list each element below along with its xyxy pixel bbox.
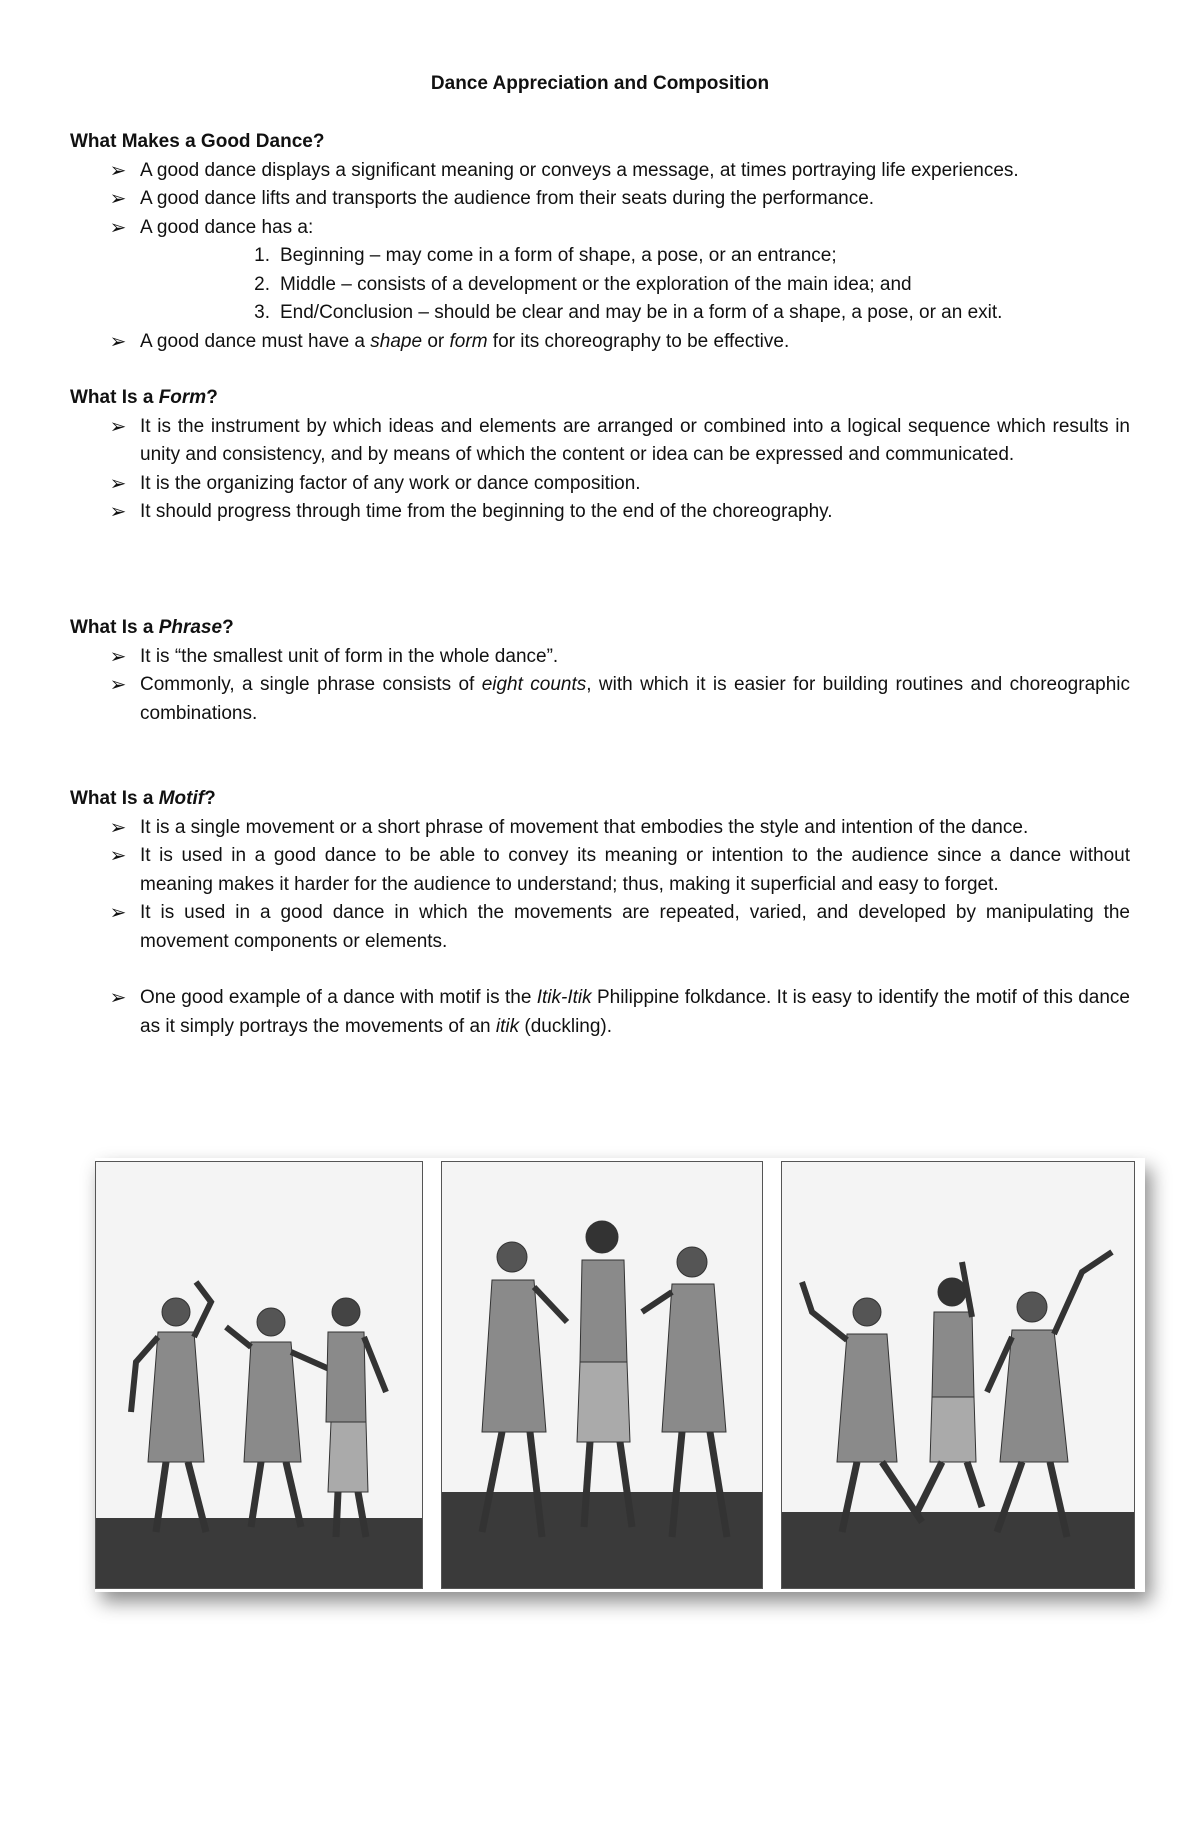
list-item: ➢ A good dance lifts and transports the audience from their seats during the performance.: [70, 185, 1130, 214]
list-item: ➢ It is the instrument by which ideas and elements are arranged or combined into a logical sequence which results in unity and consistency, and by means of which the content or idea can be expressed and communicated.: [70, 413, 1130, 470]
heading-good-dance: What Makes a Good Dance?: [70, 131, 325, 152]
arrow-bullet-icon: ➢: [109, 845, 127, 867]
dancers-illustration-3: [782, 1162, 1134, 1588]
list-item: ➢ It should progress through time from the beginning to the end of the choreography.: [70, 498, 1130, 527]
dance-parts-list: [70, 242, 1130, 328]
dance-photo-1: [95, 1161, 423, 1589]
numbered-item: 3. End/Conclusion – should be clear and may be in a form of a shape, a pose, or an exit.: [254, 302, 1003, 323]
numbered-item: 1. Beginning – may come in a form of shape, a pose, or an entrance;: [254, 245, 837, 266]
arrow-bullet-icon: ➢: [109, 902, 127, 924]
arrow-bullet-icon: ➢: [109, 159, 127, 182]
dance-photo-2: [441, 1161, 763, 1589]
list-item: ➢ A good dance displays a significant meaning or conveys a message, at times portraying life experiences.: [70, 157, 1130, 186]
form-list: [70, 413, 1130, 527]
list-item: ➢ It is a single movement or a short phrase of movement that embodies the style and intention of the dance.: [70, 814, 1130, 843]
arrow-bullet-icon: ➢: [109, 816, 127, 839]
list-item: ➢ One good example of a dance with motif is the Itik-Itik Philippine folkdance. It is easy to identify the motif of this dance as it simply portrays the movements of an itik (duckling).: [70, 984, 1130, 1041]
arrow-bullet-icon: ➢: [109, 501, 127, 523]
dancers-illustration-2: [442, 1162, 762, 1588]
list-item: ➢ It is used in a good dance to be able to convey its meaning or intention to the audience since a dance without meaning makes it harder for the audience to understand; thus, making it superficial and easy to forget.: [70, 842, 1130, 899]
arrow-bullet-icon: ➢: [109, 987, 127, 1009]
arrow-bullet-icon: ➢: [109, 188, 127, 210]
numbered-item: 2. Middle – consists of a development or the exploration of the main idea; and: [254, 273, 912, 295]
section-good-dance: [70, 128, 1130, 356]
heading-motif: What Is a Motif?: [70, 788, 216, 809]
arrow-bullet-icon: ➢: [109, 330, 127, 353]
dance-photo-3: [781, 1161, 1135, 1589]
section-form: [70, 384, 1130, 527]
heading-phrase: What Is a Phrase?: [70, 617, 234, 638]
photo-strip: [95, 1158, 1145, 1592]
arrow-bullet-icon: ➢: [109, 415, 127, 438]
arrow-bullet-icon: ➢: [109, 674, 127, 696]
page-title: Dance Appreciation and Composition: [430, 73, 770, 94]
dancers-illustration-1: [96, 1162, 422, 1588]
list-item: ➢ Commonly, a single phrase consists of eight counts, with which it is easier for building routines and choreographic combinations.: [70, 671, 1130, 728]
motif-list: [70, 814, 1130, 1042]
good-dance-list: [70, 157, 1130, 243]
list-item: ➢ It is “the smallest unit of form in the whole dance”.: [70, 643, 1130, 672]
section-phrase: [70, 614, 1130, 728]
arrow-bullet-icon: ➢: [109, 645, 127, 668]
list-item: ➢ A good dance must have a shape or form for its choreography to be effective.: [70, 328, 1130, 357]
section-motif: [70, 785, 1130, 1041]
good-dance-list-cont: [70, 328, 1130, 357]
list-item: ➢ A good dance has a:: [70, 214, 1130, 243]
list-item: ➢ It is used in a good dance in which the movements are repeated, varied, and developed by manipulating the movement components or elements.: [70, 899, 1130, 956]
arrow-bullet-icon: ➢: [109, 472, 127, 495]
phrase-list: [70, 643, 1130, 729]
list-item: ➢ It is the organizing factor of any work or dance composition.: [70, 470, 1130, 499]
heading-form: What Is a Form?: [70, 387, 218, 408]
arrow-bullet-icon: ➢: [109, 216, 127, 239]
